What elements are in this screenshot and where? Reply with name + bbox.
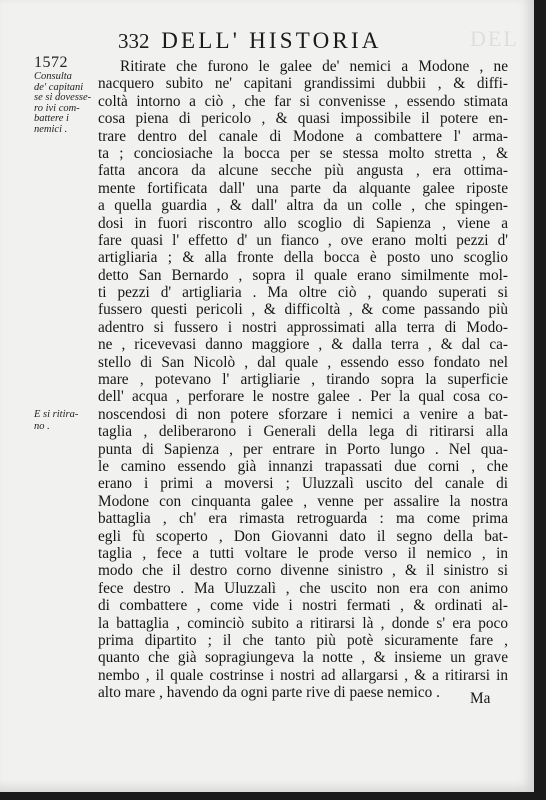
text-line: mare , potevano l' artigliarie , tirando sopra la superficie	[98, 371, 508, 389]
text-line: a quella guardia , & dall' altra da un colle , che spingen-	[98, 197, 508, 215]
text-line: ta ; conciosiache la bocca per se stessa molto stretta , &	[98, 144, 508, 162]
margin-year: 1572	[34, 54, 68, 71]
text-line: modo che il destro corno divenne sinistro , & il sinistro si	[98, 562, 508, 580]
body-text	[98, 58, 508, 701]
text-line: le camino essendo già innanzi trapassati due corni , che	[98, 457, 508, 475]
text-line: nacquero subito ne' capitani grandissimi dubbii , & diffi-	[98, 75, 508, 93]
text-line: alto mare , havendo da ogni parte rive di paese nemico .	[98, 684, 440, 702]
running-header	[118, 28, 448, 54]
text-line: nembo , il quale costrinse i nostri ad allargarsi , & a ritirarsi in	[98, 666, 508, 684]
margin-note-line: no .	[34, 420, 50, 432]
text-line: di combattere , come vide i nostri fermati , & ordinati al-	[98, 597, 508, 615]
text-line: ti pezzi d' artigliaria . Ma oltre ciò , quando superati si	[98, 284, 508, 302]
bleed-through-text: DEL	[470, 26, 519, 51]
margin-note-line: nemici .	[34, 123, 68, 135]
text-line: coltà intorno a ciò , che far si convenisse , essendo stimata	[98, 92, 508, 110]
text-line: cosa piena di pericolo , & quasi impossibile il potere en-	[98, 110, 508, 128]
text-line: taglia , deliberarono i Generali della lega di ritirarsi alla	[98, 423, 508, 441]
text-line: fare quasi l' effetto d' un fianco , ove erano molti pezzi d'	[98, 231, 508, 249]
catchword: Ma	[470, 690, 491, 707]
margin-note-line: de' capitani	[34, 81, 84, 93]
text-line: fatta ancora da alcune secche più angusta , era ottima-	[98, 162, 508, 180]
text-line: trare dentro del canale di Modone a combattere l' arma-	[98, 127, 508, 145]
margin-note-line: ro ivi com-	[34, 102, 80, 114]
margin-note-line: E si ritira-	[34, 409, 79, 420]
text-line: fece destro . Ma Uluzzalì , che uscito non era con animo	[98, 579, 508, 597]
text-line: fussero questi pericoli , & difficoltà , & come passando più	[98, 301, 508, 319]
margin-note-line: battere i	[34, 113, 69, 124]
margin-note-ritirano	[34, 409, 96, 432]
text-line: adentro si fussero i nostri approssimati alla terra di Modo-	[98, 318, 508, 336]
margin-note-consulta	[34, 72, 96, 135]
text-line: egli fù scoperto , Don Giovanni dato il segno della bat-	[98, 527, 508, 545]
text-line: taglia , fece a tutti voltare le prode verso il nemico , in	[98, 544, 508, 562]
text-line: artigliaria ; & alla fronte della bocca è posto uno scoglio	[98, 249, 508, 267]
text-line: dell' acqua , perforare le nostre galee . Per la qual cosa co-	[98, 388, 508, 406]
text-line: prima dipartito ; il che tanto più potè sicuramente fare ,	[98, 631, 508, 649]
text-line: punta di Sapienza , per entrare in Porto lungo . Nel qua-	[98, 440, 508, 458]
page-title: DELL' HISTORIA	[161, 28, 382, 53]
text-line: dosi in fuori riscontro allo scoglio di Sapienza , viene a	[98, 214, 508, 232]
page-number: 332	[118, 29, 150, 53]
margin-note-line: se si dovesse-	[34, 92, 92, 103]
text-line: battaglia , ch' era rimasta retroguarda : ma come prima	[98, 510, 508, 528]
text-line: Ritirate che furono le galee de' nemici a Modone , ne	[120, 58, 508, 75]
text-line: stello di San Nicolò , dal quale , essendo esso fondato nel	[98, 353, 508, 371]
text-line: noscendosi di non potere sforzare i nemici a venire a bat-	[98, 405, 508, 423]
text-line: quanto che già sopragiungeva la notte , & insieme un grave	[98, 649, 508, 667]
text-line: mente fortificata dall' una parte da alquante galee riposte	[98, 179, 508, 197]
margin-note-line: Consulta	[34, 71, 72, 82]
text-line: detto San Bernardo , sopra il quale erano similmente mol-	[98, 266, 508, 284]
text-line: erano i primi a moversi ; Uluzzalì uscito del canale di	[98, 475, 508, 493]
text-line: ne , ricevevasi danno maggiore , & dalla terra , & dal ca-	[98, 336, 508, 354]
text-line: la battaglia , cominciò subito a ritirarsi là , donde s' era poco	[98, 614, 508, 632]
text-line: Modone con cinquanta galee , venne per assalire la nostra	[98, 492, 508, 510]
